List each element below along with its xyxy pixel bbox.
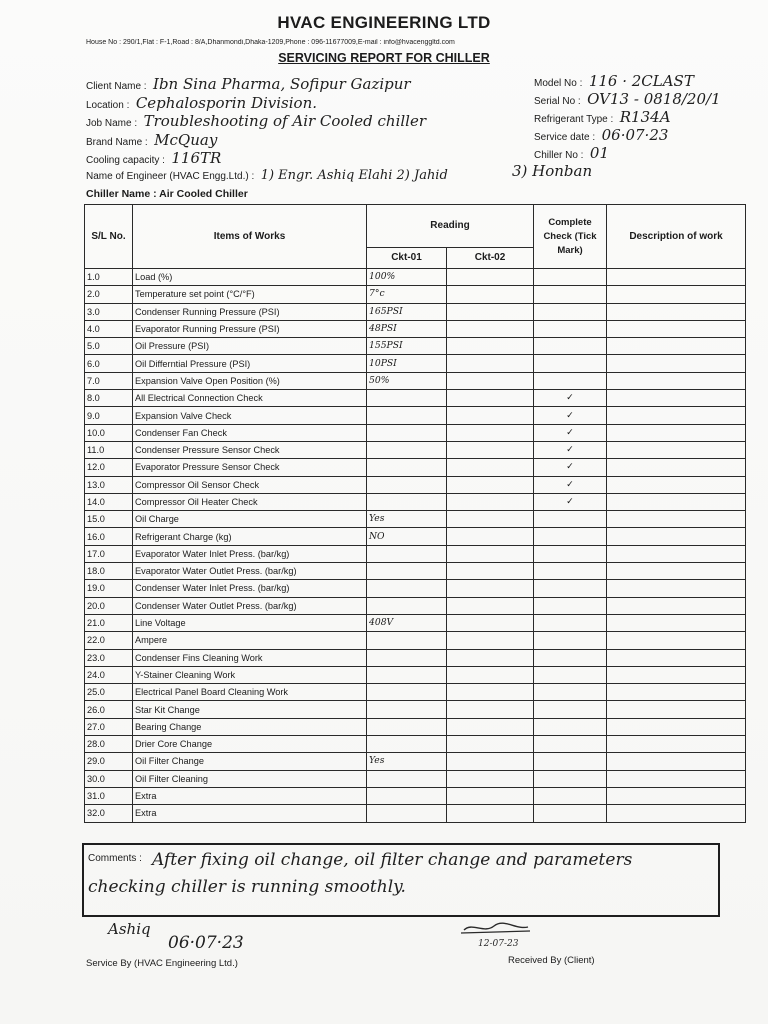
check-cell [534, 390, 607, 407]
sl-cell: 1.0 [85, 269, 133, 286]
check-cell [534, 269, 607, 286]
check-cell [534, 320, 607, 337]
description-cell [607, 684, 746, 701]
reading-ckt2-cell [447, 338, 534, 355]
table-row [85, 441, 746, 458]
description-cell [607, 718, 746, 735]
reading-ckt1-cell [367, 787, 447, 804]
table-row [85, 269, 746, 286]
description-cell [607, 476, 746, 493]
item-cell: Electrical Panel Board Cleaning Work [133, 684, 367, 701]
reading-ckt1-cell: 48PSI [367, 320, 447, 337]
location-field [86, 94, 317, 113]
sl-cell: 30.0 [85, 770, 133, 787]
item-cell: Condenser Water Outlet Press. (bar/kg) [133, 597, 367, 614]
works-table [84, 204, 746, 823]
reading-ckt2-cell [447, 666, 534, 683]
table-row [85, 372, 746, 389]
sl-cell: 16.0 [85, 528, 133, 545]
check-cell [534, 736, 607, 753]
table-row [85, 649, 746, 666]
reading-ckt2-cell [447, 718, 534, 735]
table-row [85, 476, 746, 493]
reading-ckt1-cell [367, 770, 447, 787]
table-row [85, 597, 746, 614]
item-cell: Evaporator Running Pressure (PSI) [133, 320, 367, 337]
check-cell [534, 338, 607, 355]
sl-cell: 23.0 [85, 649, 133, 666]
sl-cell: 13.0 [85, 476, 133, 493]
check-cell [534, 372, 607, 389]
item-cell: All Electrical Connection Check [133, 390, 367, 407]
reading-ckt1-cell [367, 424, 447, 441]
item-cell: Oil Filter Cleaning [133, 770, 367, 787]
reading-ckt2-cell [447, 805, 534, 822]
reading-ckt2-cell [447, 493, 534, 510]
check-cell [534, 528, 607, 545]
reading-ckt2-cell [447, 390, 534, 407]
reading-ckt2-cell [447, 753, 534, 770]
sl-cell: 3.0 [85, 303, 133, 320]
reading-ckt1-cell: 155PSI [367, 338, 447, 355]
reading-ckt1-cell [367, 407, 447, 424]
col-items-header: Items of Works [133, 205, 367, 269]
item-cell: Evaporator Water Outlet Press. (bar/kg) [133, 563, 367, 580]
table-row [85, 390, 746, 407]
table-row [85, 407, 746, 424]
tick-mark-icon: ✓ [566, 461, 574, 473]
reading-ckt1-cell [367, 493, 447, 510]
job-name-field [86, 112, 426, 131]
client-name-label: Client Name : [86, 81, 147, 92]
cooling-capacity-value: 116TR [171, 149, 222, 167]
description-cell [607, 269, 746, 286]
reading-ckt1-cell: NO [367, 528, 447, 545]
sl-cell: 5.0 [85, 338, 133, 355]
tick-mark-icon: ✓ [566, 409, 574, 421]
item-cell: Extra [133, 787, 367, 804]
check-cell [534, 597, 607, 614]
table-row [85, 303, 746, 320]
report-title [0, 51, 768, 65]
reading-ckt1-cell [367, 390, 447, 407]
reading-ckt2-cell [447, 545, 534, 562]
check-cell [534, 563, 607, 580]
item-cell: Ampere [133, 632, 367, 649]
item-cell: Oil Pressure (PSI) [133, 338, 367, 355]
sl-cell: 10.0 [85, 424, 133, 441]
check-cell [534, 770, 607, 787]
item-cell: Refrigerant Charge (kg) [133, 528, 367, 545]
reading-ckt1-cell: 408V [367, 614, 447, 631]
item-cell: Extra [133, 805, 367, 822]
brand-name-value: McQuay [154, 131, 218, 149]
table-row [85, 632, 746, 649]
description-cell [607, 407, 746, 424]
description-cell [607, 338, 746, 355]
description-cell [607, 787, 746, 804]
sl-cell: 14.0 [85, 493, 133, 510]
reading-ckt1-cell [367, 805, 447, 822]
item-cell: Line Voltage [133, 614, 367, 631]
sl-cell: 31.0 [85, 787, 133, 804]
client-name-value: Ibn Sina Pharma, Sofipur Gazipur [153, 75, 411, 93]
item-cell: Evaporator Pressure Sensor Check [133, 459, 367, 476]
location-value: Cephalosporin Division. [135, 94, 317, 112]
item-cell: Compressor Oil Sensor Check [133, 476, 367, 493]
reading-ckt2-cell [447, 528, 534, 545]
table-row [85, 770, 746, 787]
description-cell [607, 441, 746, 458]
tick-mark-icon: ✓ [566, 426, 574, 438]
reading-ckt2-cell [447, 649, 534, 666]
table-row [85, 528, 746, 545]
sl-cell: 7.0 [85, 372, 133, 389]
reading-ckt2-cell [447, 407, 534, 424]
check-cell [534, 493, 607, 510]
sl-cell: 15.0 [85, 511, 133, 528]
received-by-label: Received By (Client) [508, 955, 595, 966]
item-cell: Bearing Change [133, 718, 367, 735]
check-cell [534, 286, 607, 303]
cooling-capacity-label: Cooling capacity : [86, 155, 165, 166]
reading-ckt1-cell [367, 441, 447, 458]
reading-ckt2-cell [447, 580, 534, 597]
job-name-label: Job Name : [86, 118, 138, 129]
engineer-value-3: 3) Honban [512, 162, 593, 180]
description-cell [607, 632, 746, 649]
description-cell [607, 303, 746, 320]
reading-ckt1-cell [367, 718, 447, 735]
col-check-header: Complete Check (Tick Mark) [534, 205, 607, 269]
item-cell: Compressor Oil Heater Check [133, 493, 367, 510]
service-signature: Ashiq [108, 920, 151, 938]
check-cell [534, 684, 607, 701]
sl-cell: 22.0 [85, 632, 133, 649]
check-cell [534, 753, 607, 770]
description-cell [607, 666, 746, 683]
check-cell [534, 718, 607, 735]
engineer-field [86, 166, 448, 184]
reading-ckt1-cell: 7°c [367, 286, 447, 303]
tick-mark-icon: ✓ [566, 496, 574, 507]
sl-cell: 28.0 [85, 736, 133, 753]
tick-mark-icon: ✓ [566, 392, 574, 404]
item-cell: Condenser Pressure Sensor Check [133, 441, 367, 458]
table-row [85, 684, 746, 701]
description-cell [607, 597, 746, 614]
item-cell: Y-Stainer Cleaning Work [133, 666, 367, 683]
table-row [85, 459, 746, 476]
reading-ckt2-cell [447, 684, 534, 701]
item-cell: Condenser Water Inlet Press. (bar/kg) [133, 580, 367, 597]
refrigerant-type-label: Refrigerant Type : [534, 114, 614, 125]
sl-cell: 19.0 [85, 580, 133, 597]
description-cell [607, 528, 746, 545]
check-cell [534, 355, 607, 372]
reading-ckt1-cell [367, 459, 447, 476]
description-cell [607, 390, 746, 407]
serial-no-label: Serial No : [534, 96, 581, 107]
sl-cell: 25.0 [85, 684, 133, 701]
table-row [85, 666, 746, 683]
engineer-value: 1) Engr. Ashiq Elahi 2) Jahid [260, 168, 448, 183]
sl-cell: 8.0 [85, 390, 133, 407]
col-desc-header: Description of work [607, 205, 746, 269]
reading-ckt2-cell [447, 320, 534, 337]
check-cell [534, 666, 607, 683]
sl-cell: 21.0 [85, 614, 133, 631]
description-cell [607, 614, 746, 631]
check-cell [534, 632, 607, 649]
comments-label: Comments : [88, 853, 142, 864]
reading-ckt2-cell [447, 372, 534, 389]
engineer-label: Name of Engineer (HVAC Engg.Ltd.) : [86, 171, 255, 182]
service-sign-date: 06·07·23 [168, 933, 244, 953]
reading-ckt2-cell [447, 459, 534, 476]
reading-ckt1-cell: 50% [367, 372, 447, 389]
table-row [85, 493, 746, 510]
client-name-field [86, 75, 411, 94]
chiller-no-value: 01 [589, 144, 610, 162]
table-row [85, 511, 746, 528]
reading-ckt1-cell [367, 701, 447, 718]
table-row [85, 736, 746, 753]
model-no-value: 116 · 2CLAST [588, 72, 694, 90]
description-cell [607, 736, 746, 753]
reading-ckt2-cell [447, 701, 534, 718]
tick-mark-icon: ✓ [566, 478, 574, 490]
description-cell [607, 701, 746, 718]
reading-ckt1-cell [367, 632, 447, 649]
refrigerant-type-value: R134A [619, 108, 671, 126]
col-ckt2-header: Ckt-02 [447, 248, 534, 269]
sl-cell: 24.0 [85, 666, 133, 683]
job-name-value: Troubleshooting of Air Cooled chiller [143, 112, 427, 130]
table-row [85, 580, 746, 597]
sl-cell: 26.0 [85, 701, 133, 718]
reading-ckt1-cell [367, 736, 447, 753]
check-cell [534, 303, 607, 320]
check-cell [534, 476, 607, 493]
table-row [85, 753, 746, 770]
item-cell: Expansion Valve Check [133, 407, 367, 424]
chiller-name-label: Chiller Name : Air Cooled Chiller [86, 188, 248, 200]
item-cell: Condenser Fan Check [133, 424, 367, 441]
reading-ckt2-cell [447, 770, 534, 787]
reading-ckt2-cell [447, 424, 534, 441]
item-cell: Oil Charge [133, 511, 367, 528]
check-cell [534, 511, 607, 528]
item-cell: Condenser Running Pressure (PSI) [133, 303, 367, 320]
reading-ckt2-cell [447, 736, 534, 753]
sl-cell: 27.0 [85, 718, 133, 735]
sl-cell: 11.0 [85, 441, 133, 458]
sl-cell: 12.0 [85, 459, 133, 476]
table-row [85, 718, 746, 735]
table-row [85, 320, 746, 337]
description-cell [607, 355, 746, 372]
brand-name-field [86, 131, 217, 150]
description-cell [607, 511, 746, 528]
description-cell [607, 459, 746, 476]
description-cell [607, 493, 746, 510]
reading-ckt2-cell [447, 441, 534, 458]
location-label: Location : [86, 100, 130, 111]
check-cell [534, 441, 607, 458]
service-by-label: Service By (HVAC Engineering Ltd.) [86, 958, 238, 969]
reading-ckt1-cell [367, 649, 447, 666]
item-cell: Drier Core Change [133, 736, 367, 753]
brand-name-label: Brand Name : [86, 137, 148, 148]
description-cell [607, 424, 746, 441]
refrigerant-type-field [534, 108, 671, 127]
item-cell: Condenser Fins Cleaning Work [133, 649, 367, 666]
comments-box [82, 843, 720, 917]
check-cell [534, 805, 607, 822]
reading-ckt1-cell [367, 666, 447, 683]
description-cell [607, 805, 746, 822]
reading-ckt1-cell [367, 563, 447, 580]
col-ckt1-header: Ckt-01 [367, 248, 447, 269]
item-cell: Oil Filter Change [133, 753, 367, 770]
description-cell [607, 563, 746, 580]
works-table-body [85, 269, 746, 823]
sl-cell: 4.0 [85, 320, 133, 337]
table-row [85, 355, 746, 372]
company-address: House No : 290/1,Flat : F-1,Road : 8/A,Dhanmondi,Dhaka-1209,Phone : 096-11677009,E-mail : info@hvacenggltd.com [86, 39, 455, 46]
reading-ckt1-cell: 100% [367, 269, 447, 286]
item-cell: Expansion Valve Open Position (%) [133, 372, 367, 389]
service-date-value: 06·07·23 [601, 126, 669, 144]
table-row [85, 701, 746, 718]
reading-ckt1-cell [367, 545, 447, 562]
description-cell [607, 286, 746, 303]
item-cell: Load (%) [133, 269, 367, 286]
reading-ckt2-cell [447, 269, 534, 286]
sl-cell: 18.0 [85, 563, 133, 580]
service-date-label: Service date : [534, 132, 596, 143]
check-cell [534, 580, 607, 597]
check-cell [534, 701, 607, 718]
serial-no-value: OV13 - 0818/20/1 [587, 90, 721, 108]
table-row [85, 787, 746, 804]
reading-ckt2-cell [447, 632, 534, 649]
sl-cell: 17.0 [85, 545, 133, 562]
description-cell [607, 545, 746, 562]
table-row [85, 614, 746, 631]
reading-ckt1-cell: 165PSI [367, 303, 447, 320]
check-cell [534, 407, 607, 424]
check-cell [534, 459, 607, 476]
reading-ckt2-cell [447, 303, 534, 320]
chiller-name-field [86, 184, 248, 202]
reading-ckt1-cell: Yes [367, 753, 447, 770]
reading-ckt1-cell [367, 580, 447, 597]
col-sl-header: S/L No. [85, 205, 133, 269]
sl-cell: 9.0 [85, 407, 133, 424]
check-cell [534, 649, 607, 666]
model-no-label: Model No : [534, 78, 583, 89]
comments-text: After fixing oil change, oil filter change and parameters checking chiller is running smoothly. [88, 850, 633, 897]
reading-ckt2-cell [447, 286, 534, 303]
tick-mark-icon: ✓ [566, 444, 574, 456]
reading-ckt2-cell [447, 614, 534, 631]
model-no-field [534, 72, 694, 91]
sl-cell: 20.0 [85, 597, 133, 614]
reading-ckt1-cell [367, 684, 447, 701]
table-row [85, 286, 746, 303]
table-row [85, 805, 746, 822]
sl-cell: 32.0 [85, 805, 133, 822]
description-cell [607, 753, 746, 770]
serial-no-field [534, 90, 721, 109]
check-cell [534, 787, 607, 804]
reading-ckt1-cell: Yes [367, 511, 447, 528]
table-row [85, 545, 746, 562]
chiller-no-field [534, 144, 609, 163]
report-title-text: SERVICING REPORT FOR CHILLER [278, 51, 490, 65]
item-cell: Temperature set point (°C/°F) [133, 286, 367, 303]
sl-cell: 6.0 [85, 355, 133, 372]
description-cell [607, 320, 746, 337]
item-cell: Evaporator Water Inlet Press. (bar/kg) [133, 545, 367, 562]
client-sign-date: 12-07-23 [478, 939, 519, 949]
reading-ckt2-cell [447, 476, 534, 493]
reading-ckt2-cell [447, 355, 534, 372]
table-row [85, 563, 746, 580]
check-cell [534, 545, 607, 562]
company-name: HVAC ENGINEERING LTD [277, 13, 491, 32]
client-signature [458, 918, 534, 952]
description-cell [607, 770, 746, 787]
description-cell [607, 372, 746, 389]
col-reading-header: Reading [367, 205, 534, 248]
chiller-no-label: Chiller No : [534, 150, 584, 161]
sl-cell: 2.0 [85, 286, 133, 303]
description-cell [607, 649, 746, 666]
description-cell [607, 580, 746, 597]
reading-ckt2-cell [447, 597, 534, 614]
reading-ckt2-cell [447, 787, 534, 804]
reading-ckt1-cell [367, 597, 447, 614]
service-date-field [534, 126, 668, 145]
table-row [85, 424, 746, 441]
table-row [85, 338, 746, 355]
item-cell: Star Kit Change [133, 701, 367, 718]
item-cell: Oil Differntial Pressure (PSI) [133, 355, 367, 372]
check-cell [534, 424, 607, 441]
check-cell [534, 614, 607, 631]
reading-ckt2-cell [447, 563, 534, 580]
reading-ckt1-cell [367, 476, 447, 493]
sl-cell: 29.0 [85, 753, 133, 770]
reading-ckt1-cell: 10PSI [367, 355, 447, 372]
reading-ckt2-cell [447, 511, 534, 528]
